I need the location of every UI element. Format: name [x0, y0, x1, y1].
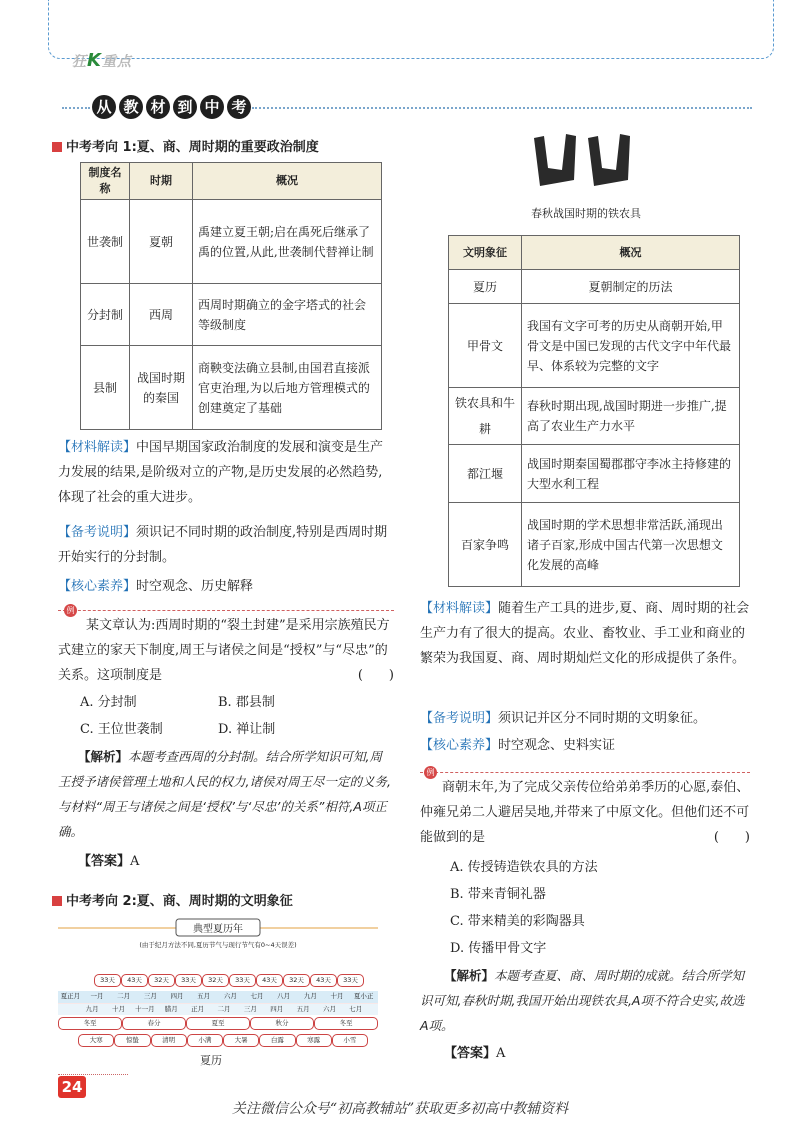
footer-notice: 关注微信公众号“初高教辅站”获取更多初高中教辅资料	[231, 1101, 569, 1117]
option-d: D. 禅让制	[218, 722, 276, 737]
answer-2: 【答案】A	[444, 1046, 506, 1061]
calendar-month-alt: 七月	[349, 1005, 363, 1013]
cell-desc: 商鞅变法确立县制,由国君直接派官吏治理,为以后地方管理模式的创建奠定了基础	[193, 346, 382, 430]
calendar-title: 典型夏历年	[193, 924, 243, 935]
calendar-month: 九月	[303, 992, 317, 1000]
xia-calendar-diagram	[58, 916, 378, 1064]
calendar-month: 三月	[143, 992, 157, 1000]
calendar-month-alt: 十一月	[135, 1005, 155, 1013]
cell-name: 分封制	[81, 284, 130, 346]
calendar-day-count: 32天	[283, 974, 310, 987]
table-row	[81, 200, 382, 284]
calendar-solar-term: 冬至	[314, 1017, 378, 1030]
cell-name: 县制	[81, 346, 130, 430]
calendar-day-count: 43天	[256, 974, 283, 987]
calendar-month-alt: 正月	[191, 1005, 205, 1013]
example-pin-icon: 例	[64, 604, 77, 617]
answer: 【答案】A	[78, 854, 140, 869]
top-frame	[48, 0, 774, 59]
calendar-solar-terms-top	[58, 1017, 378, 1028]
cell-desc: 我国有文字可考的历史从商朝开始,甲骨文是中国已发现的古代文字中年代最早、体系较为完整的文字	[522, 304, 740, 388]
col-header: 制度名称	[81, 163, 130, 200]
calendar-solar-term: 白露	[259, 1034, 295, 1047]
calendar-month: 二月	[117, 992, 131, 1000]
cell-desc: 战国时期的学术思想非常活跃,涌现出诸子百家,形成中国古代第一次思想文化发展的高峰	[522, 503, 740, 587]
calendar-solar-term: 小满	[187, 1034, 223, 1047]
analysis: 【解析】本题考查西周的分封制。结合所学知识可知,周王授予诸侯管理土地和人民的权力,诸侯对周王尽一定的义务,与材料“周王与诸侯之间是‘授权’与‘尽忠’的关系”相符,A项正确。	[58, 749, 391, 839]
calendar-solar-term: 清明	[151, 1034, 187, 1047]
brand-logo: 狂K重点	[72, 50, 132, 71]
col-header: 时期	[130, 163, 193, 200]
calendar-month: 十月	[330, 992, 344, 1000]
calendar-day-count: 33天	[94, 974, 121, 987]
iron-tools-image	[530, 130, 640, 192]
core-literacy-2: 【核心素养】时空观念、史料实证	[420, 738, 616, 753]
cell-name: 夏历	[449, 270, 522, 304]
calendar-solar-term: 寒露	[296, 1034, 332, 1047]
calendar-day-count: 43天	[121, 974, 148, 987]
col-header: 概况	[522, 236, 740, 270]
pagenum-line	[58, 1074, 128, 1075]
material-reading: 【材料解读】中国早期国家政治制度的发展和演变是生产力发展的结果,是阶级对立的产物,是历史发展的必然趋势,体现了社会的重大进步。	[58, 440, 384, 505]
col-header: 文明象征	[449, 236, 522, 270]
banner-line-right	[252, 107, 752, 109]
civilization-table	[448, 235, 740, 587]
calendar-month-alt: 六月	[322, 1005, 336, 1013]
option-b: B. 郡县制	[218, 695, 275, 710]
cell-desc: 西周时期确立的金字塔式的社会等级制度	[193, 284, 382, 346]
example-pin-icon: 例	[424, 766, 437, 779]
example-divider-2	[420, 772, 750, 773]
calendar-solar-term: 小雪	[332, 1034, 368, 1047]
table-header-row	[449, 236, 740, 270]
politics-table	[80, 162, 382, 430]
calendar-month-alt: 九月	[85, 1005, 99, 1013]
option-b: B. 带来青铜礼器	[450, 887, 546, 902]
table-row	[81, 284, 382, 346]
calendar-months-row2	[80, 1004, 370, 1015]
page-number: 24	[58, 1076, 86, 1098]
calendar-month-alt: 三月	[243, 1005, 257, 1013]
calendar-solar-term: 冬至	[58, 1017, 122, 1030]
section-1-title: 中考考向 1:夏、商、周时期的重要政治制度	[52, 136, 319, 155]
cell-period: 夏朝	[130, 200, 193, 284]
calendar-month: 七月	[250, 992, 264, 1000]
calendar-solar-term: 惊蛰	[114, 1034, 150, 1047]
table-row	[81, 346, 382, 430]
calendar-solar-term: 大暑	[223, 1034, 259, 1047]
calendar-month: 夏小正	[353, 992, 374, 1000]
calendar-day-count: 32天	[202, 974, 229, 987]
calendar-day-count: 33天	[337, 974, 364, 987]
calendar-solar-terms-bottom	[78, 1034, 368, 1045]
image-caption: 春秋战国时期的铁农具	[531, 207, 641, 220]
cell-name: 百家争鸣	[449, 503, 522, 587]
banner-line-left	[62, 107, 90, 109]
option-a: A. 分封制	[80, 695, 137, 710]
table-row	[449, 270, 740, 304]
material-reading-2: 【材料解读】随着生产工具的进步,夏、商、周时期的社会生产力有了很大的提高。农业、畜牧业、手工业和商业的繁荣为我国夏、商、周时期灿烂文化的形成提供了条件。	[420, 601, 750, 666]
cell-name: 都江堰	[449, 445, 522, 503]
calendar-months	[58, 991, 378, 1003]
option-a: A. 传授铸造铁农具的方法	[450, 860, 598, 875]
cell-period: 战国时期的秦国	[130, 346, 193, 430]
calendar-month: 五月	[197, 992, 211, 1000]
calendar-day-count: 33天	[229, 974, 256, 987]
calendar-month-alt: 十月	[112, 1005, 126, 1013]
option-c: C. 带来精美的彩陶器具	[450, 914, 585, 929]
section-banner: 从 教 材 到 中 考	[92, 95, 251, 119]
cell-name: 铁农具和牛耕	[449, 388, 522, 445]
calendar-day-count: 33天	[175, 974, 202, 987]
calendar-solar-term: 秋分	[250, 1017, 314, 1030]
calendar-month: 夏正月	[60, 992, 81, 1000]
calendar-month-alt: 二月	[217, 1005, 231, 1013]
col-header: 概况	[193, 163, 382, 200]
analysis-2: 【解析】本题考查夏、商、周时期的成就。结合所学知识可知,春秋时期,我国开始出现铁农具,A项不符合史实,故选A项。	[420, 968, 745, 1033]
option-d: D. 传播甲骨文字	[450, 941, 547, 956]
example-divider	[58, 610, 394, 611]
example-question: 某文章认为:西周时期的“裂土封建”是采用宗族殖民方式建立的家天下制度,周王与诸侯之间是“授权”与“尽忠”的关系。这项制度是 ( )	[58, 618, 394, 683]
exam-note: 【备考说明】须识记不同时期的政治制度,特别是西周时期开始实行的分封制。	[58, 525, 388, 565]
calendar-month: 八月	[277, 992, 291, 1000]
cell-period: 西周	[130, 284, 193, 346]
table-row	[449, 304, 740, 388]
cell-desc: 战国时期秦国蜀郡郡守李冰主持修建的大型水利工程	[522, 445, 740, 503]
calendar-month: 一月	[90, 992, 104, 1000]
calendar-solar-term: 大寒	[78, 1034, 114, 1047]
section-2-title: 中考考向 2:夏、商、周时期的文明象征	[52, 890, 293, 909]
calendar-caption: 夏历	[200, 1054, 222, 1067]
calendar-month-alt: 五月	[296, 1005, 310, 1013]
example-question-2: 商朝末年,为了完成父亲传位给弟弟季历的心愿,泰伯、仲雍兄弟二人避居吴地,并带来了中原文化。但他们还不可能做到的是 ( )	[420, 780, 750, 845]
table-header-row	[81, 163, 382, 200]
table-row	[449, 445, 740, 503]
calendar-month-alt: 腊月	[164, 1005, 178, 1013]
option-c: C. 王位世袭制	[80, 722, 163, 737]
cell-desc: 春秋时期出现,战国时期进一步推广,提高了农业生产力水平	[522, 388, 740, 445]
calendar-day-counts	[94, 974, 364, 986]
calendar-solar-term: 夏至	[186, 1017, 250, 1030]
cell-name: 甲骨文	[449, 304, 522, 388]
calendar-month: 四月	[170, 992, 184, 1000]
table-row	[449, 388, 740, 445]
calendar-subtitle: (由于纪月方法不同,夏历节气与现行节气有0~4天误差)	[139, 941, 297, 949]
calendar-day-count: 43天	[310, 974, 337, 987]
table-row	[449, 503, 740, 587]
calendar-month-alt: 四月	[270, 1005, 284, 1013]
exam-note-2: 【备考说明】须识记并区分不同时期的文明象征。	[420, 711, 707, 726]
calendar-solar-term: 春分	[122, 1017, 186, 1030]
cell-desc: 禹建立夏王朝;启在禹死后继承了禹的位置,从此,世袭制代替禅让制	[193, 200, 382, 284]
calendar-month: 六月	[223, 992, 237, 1000]
cell-desc: 夏朝制定的历法	[522, 270, 740, 304]
cell-name: 世袭制	[81, 200, 130, 284]
core-literacy: 【核心素养】时空观念、历史解释	[58, 579, 254, 594]
calendar-day-count: 32天	[148, 974, 175, 987]
